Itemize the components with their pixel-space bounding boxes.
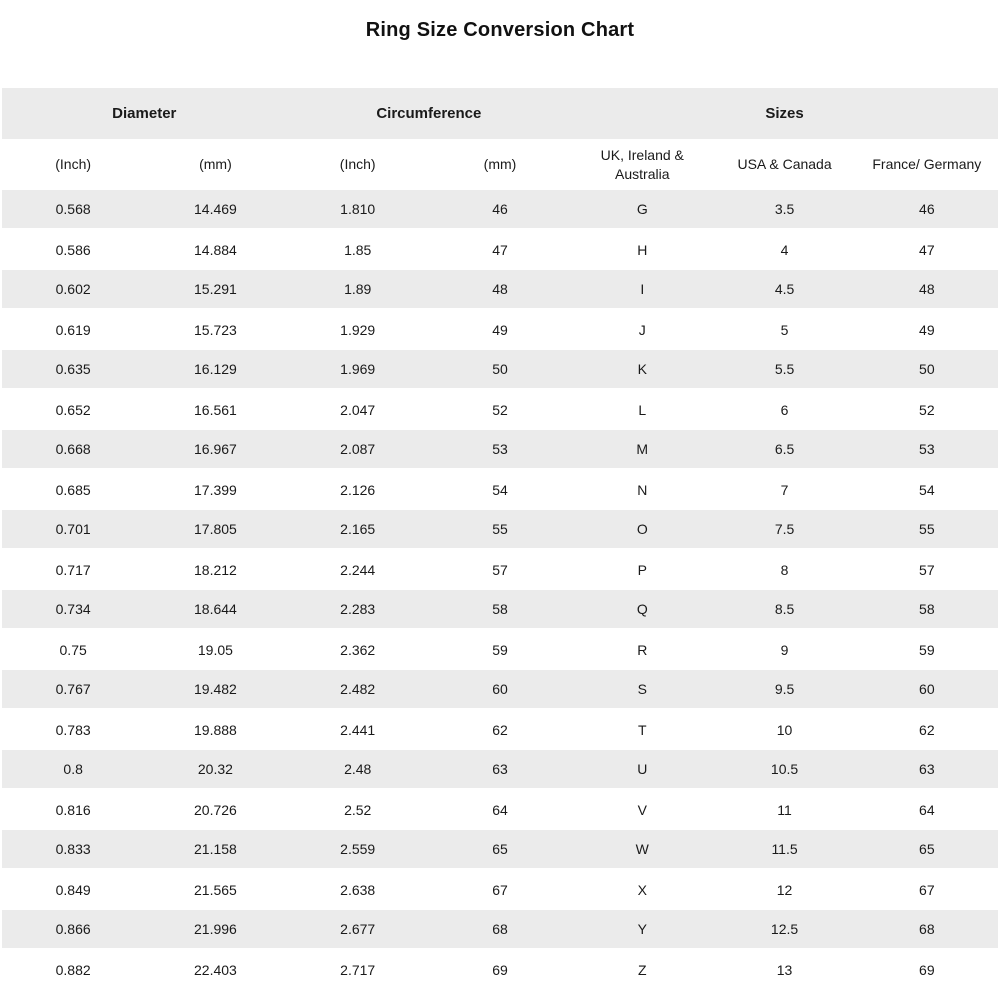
table-cell: 7	[780, 482, 789, 498]
table-cell: 69	[919, 962, 935, 978]
table-cell: 15.291	[194, 281, 237, 297]
table-cell: 62	[919, 722, 935, 738]
table-cell: 0.767	[55, 681, 91, 697]
table-cell: 50	[492, 361, 508, 377]
table-cell: 2.559	[340, 841, 376, 857]
table-cell: 65	[919, 841, 935, 857]
table-cell: 68	[919, 921, 935, 937]
table-cell: 58	[492, 601, 508, 617]
table-cell: 64	[492, 802, 508, 818]
column-header-circumference-mm: (mm)	[483, 156, 517, 173]
table-row	[2, 910, 998, 950]
table-cell: 52	[492, 402, 508, 418]
table-cell: 10	[776, 722, 793, 738]
table-cell: 50	[919, 361, 935, 377]
table-cell: 0.568	[55, 201, 91, 217]
table-cell: W	[635, 841, 649, 857]
table-cell: O	[636, 521, 648, 537]
table-cell: 0.602	[55, 281, 91, 297]
table-cell: 8	[780, 562, 789, 578]
table-cell: 59	[492, 642, 508, 658]
table-cell: 6	[780, 402, 789, 418]
table-cell: 14.469	[194, 201, 237, 217]
table-cell: 2.126	[340, 482, 376, 498]
table-row	[2, 630, 998, 670]
table-cell: 55	[919, 521, 935, 537]
table-cell: 18.212	[194, 562, 237, 578]
table-row	[2, 670, 998, 710]
table-cell: R	[637, 642, 648, 658]
table-cell: 0.816	[55, 802, 91, 818]
table-cell: 0.685	[55, 482, 91, 498]
table-cell: 0.668	[55, 441, 91, 457]
table-cell: 1.89	[344, 281, 372, 297]
table-cell: 22.403	[194, 962, 237, 978]
table-cell: 0.652	[55, 402, 91, 418]
table-cell: 2.717	[340, 962, 376, 978]
table-row	[2, 870, 998, 910]
table-cell: 53	[919, 441, 935, 457]
table-cell: 2.362	[340, 642, 376, 658]
table-row	[2, 190, 998, 230]
table-cell: 47	[492, 242, 508, 258]
table-row	[2, 230, 998, 270]
table-cell: 1.969	[340, 361, 376, 377]
table-cell: U	[637, 761, 648, 777]
table-cell: 1.85	[344, 242, 372, 258]
table-cell: 2.48	[344, 761, 372, 777]
table-cell: 48	[492, 281, 508, 297]
table-cell: 68	[492, 921, 508, 937]
table-cell: 2.283	[340, 601, 376, 617]
table-cell: 0.849	[55, 882, 91, 898]
table-cell: X	[637, 882, 647, 898]
table-cell: 10.5	[770, 761, 799, 777]
table-cell: Y	[637, 921, 647, 937]
table-cell: 2.087	[340, 441, 376, 457]
table-cell: 5	[780, 322, 789, 338]
table-row	[2, 470, 998, 510]
table-row	[2, 310, 998, 350]
table-cell: 0.701	[55, 521, 91, 537]
table-cell: 0.8	[63, 761, 83, 777]
table-row	[2, 710, 998, 750]
table-cell: 12	[776, 882, 793, 898]
table-cell: 20.726	[194, 802, 237, 818]
table-cell: 1.810	[340, 201, 376, 217]
group-header-diameter: Diameter	[112, 105, 177, 122]
table-cell: 16.561	[194, 402, 237, 418]
table-cell: G	[636, 201, 648, 217]
table-cell: K	[637, 361, 647, 377]
table-row	[2, 590, 998, 630]
table-cell: 67	[492, 882, 508, 898]
table-cell: 67	[919, 882, 935, 898]
column-header-france-germany: France/ Germany	[872, 156, 982, 173]
table-cell: P	[637, 562, 647, 578]
table-row	[2, 550, 998, 590]
table-cell: 64	[919, 802, 935, 818]
table-cell: V	[637, 802, 647, 818]
table-cell: 49	[492, 322, 508, 338]
table-column-header-row	[2, 139, 998, 190]
table-cell: 17.805	[194, 521, 237, 537]
table-cell: 53	[492, 441, 508, 457]
table-row	[2, 830, 998, 870]
table-cell: 8.5	[774, 601, 795, 617]
table-cell: 2.638	[340, 882, 376, 898]
table-cell: 17.399	[194, 482, 237, 498]
table-cell: 54	[919, 482, 935, 498]
table-cell: 69	[492, 962, 508, 978]
table-cell: 9.5	[774, 681, 795, 697]
table-cell: 0.734	[55, 601, 91, 617]
table-cell: 16.967	[194, 441, 237, 457]
table-cell: 55	[492, 521, 508, 537]
table-cell: 57	[919, 562, 935, 578]
table-cell: 0.75	[59, 642, 87, 658]
table-cell: 19.888	[194, 722, 237, 738]
table-cell: 63	[919, 761, 935, 777]
table-cell: 11	[777, 802, 792, 818]
table-row	[2, 950, 998, 990]
table-cell: 0.619	[55, 322, 91, 338]
table-row	[2, 790, 998, 830]
group-header-circumference: Circumference	[376, 105, 482, 122]
table-cell: 62	[492, 722, 508, 738]
column-header-diameter-inch: (Inch)	[55, 156, 92, 173]
table-row	[2, 750, 998, 790]
ring-size-table	[2, 88, 998, 990]
table-cell: 5.5	[774, 361, 795, 377]
table-cell: 59	[919, 642, 935, 658]
table-cell: 47	[919, 242, 935, 258]
column-header-circumference-inch: (Inch)	[339, 156, 376, 173]
table-cell: 52	[919, 402, 935, 418]
table-cell: 0.717	[55, 562, 91, 578]
table-cell: 0.866	[55, 921, 91, 937]
table-cell: N	[637, 482, 648, 498]
table-cell: 4	[780, 242, 789, 258]
column-header-usa-canada: USA & Canada	[737, 156, 832, 173]
page-title: Ring Size Conversion Chart	[365, 19, 635, 41]
table-cell: 4.5	[774, 281, 795, 297]
table-cell: M	[636, 441, 649, 457]
table-row	[2, 510, 998, 550]
table-cell: L	[638, 402, 647, 418]
table-cell: 49	[919, 322, 935, 338]
table-cell: T	[637, 722, 647, 738]
table-cell: 12.5	[770, 921, 799, 937]
table-group-header-row	[2, 88, 998, 139]
table-cell: 13	[776, 962, 793, 978]
table-cell: 21.996	[194, 921, 237, 937]
table-cell: 2.52	[344, 802, 372, 818]
table-cell: 1.929	[340, 322, 376, 338]
table-cell: 57	[492, 562, 508, 578]
table-cell: 2.482	[340, 681, 376, 697]
table-cell: 2.165	[340, 521, 376, 537]
table-cell: 60	[919, 681, 935, 697]
group-header-sizes: Sizes	[765, 105, 804, 122]
table-row	[2, 350, 998, 390]
table-cell: 2.244	[340, 562, 376, 578]
table-cell: 58	[919, 601, 935, 617]
table-cell: I	[640, 281, 645, 297]
column-header-diameter-mm: (mm)	[199, 156, 232, 173]
table-cell: 0.586	[55, 242, 91, 258]
table-cell: 0.882	[55, 962, 91, 978]
table-cell: Q	[636, 601, 648, 617]
table-row	[2, 430, 998, 470]
table-cell: 46	[492, 201, 508, 217]
table-cell: H	[637, 242, 648, 258]
table-cell: 48	[919, 281, 935, 297]
column-header-uk-ireland-australia: UK, Ireland & Australia	[600, 147, 684, 182]
table-cell: 16.129	[194, 361, 237, 377]
table-cell: 65	[492, 841, 508, 857]
table-cell: 18.644	[194, 601, 237, 617]
table-body	[2, 190, 998, 990]
table-cell: 7.5	[774, 521, 795, 537]
table-cell: 21.158	[194, 841, 237, 857]
table-cell: 14.884	[194, 242, 237, 258]
table-row	[2, 270, 998, 310]
table-cell: 0.833	[55, 841, 91, 857]
table-cell: 21.565	[194, 882, 237, 898]
table-cell: Z	[637, 962, 647, 978]
table-cell: 19.482	[194, 681, 237, 697]
table-cell: 9	[780, 642, 789, 658]
table-cell: 6.5	[774, 441, 795, 457]
table-cell: 63	[492, 761, 508, 777]
table-cell: 15.723	[194, 322, 237, 338]
table-cell: 2.441	[340, 722, 376, 738]
table-cell: 3.5	[774, 201, 795, 217]
table-cell: 0.635	[55, 361, 91, 377]
table-cell: 11.5	[771, 841, 798, 857]
table-cell: 54	[492, 482, 508, 498]
table-cell: S	[637, 681, 647, 697]
table-cell: 2.677	[340, 921, 376, 937]
table-cell: 46	[919, 201, 935, 217]
table-row	[2, 390, 998, 430]
table-cell: 20.32	[197, 761, 233, 777]
table-cell: 60	[492, 681, 508, 697]
table-cell: 0.783	[55, 722, 91, 738]
table-cell: 19.05	[197, 642, 233, 658]
table-cell: 2.047	[340, 402, 376, 418]
table-cell: J	[638, 322, 646, 338]
